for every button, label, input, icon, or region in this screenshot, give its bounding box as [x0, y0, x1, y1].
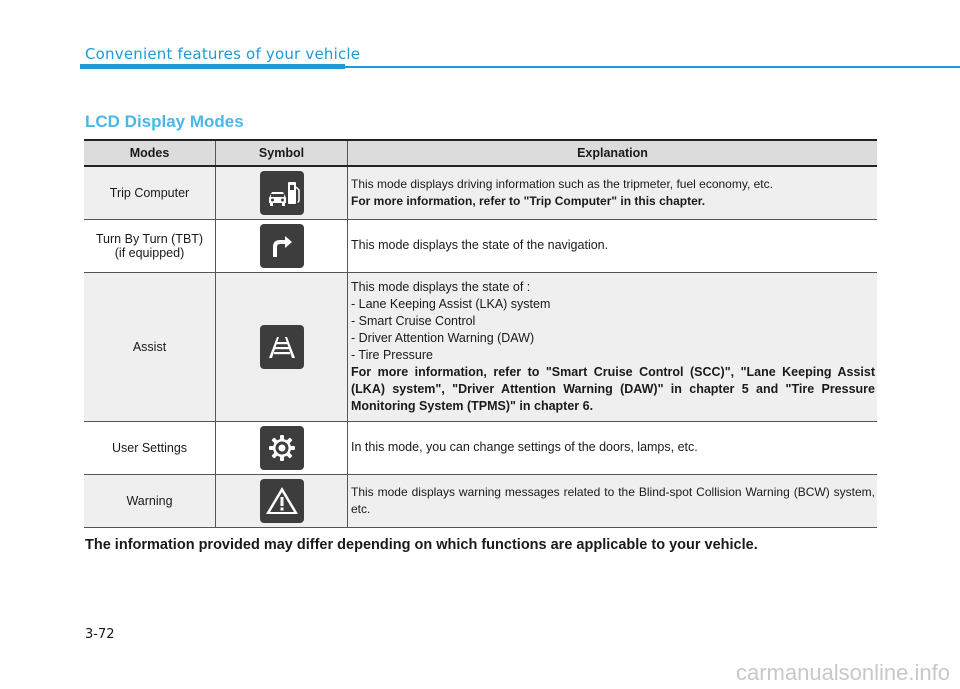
header-title: Convenient features of your vehicle: [85, 45, 361, 63]
symbol-cell: [216, 272, 348, 421]
mode-sublabel: (if equipped): [114, 245, 185, 260]
gear-icon: [260, 426, 304, 470]
mode-cell: [84, 421, 216, 474]
mode-cell: [84, 474, 216, 527]
mode-label: User Settings: [111, 440, 188, 455]
explanation-cell: [348, 166, 878, 219]
column-header-symbol: Symbol: [216, 140, 348, 166]
explanation-line: - Driver Attention Warning (DAW): [351, 330, 535, 345]
mode-label: Warning: [126, 493, 173, 508]
footer-note: The information provided may differ depending on which functions are applicable to your vehicle.: [85, 537, 758, 553]
table-row: [84, 166, 877, 219]
explanation-line: In this mode, you can change settings of the doors, lamps, etc.: [351, 440, 698, 454]
explanation-line: - Lane Keeping Assist (LKA) system: [351, 296, 551, 311]
table-row: [84, 474, 877, 527]
section-title: LCD Display Modes: [85, 112, 244, 131]
lcd-modes-table: [84, 139, 877, 528]
table-row: [84, 421, 877, 474]
explanation-line: This mode displays the state of :: [351, 279, 531, 294]
symbol-cell: [216, 421, 348, 474]
symbol-cell: [216, 166, 348, 219]
column-header-explanation: Explanation: [348, 140, 878, 166]
explanation-line: This mode displays driving information such as the tripmeter, fuel economy, etc.: [351, 176, 773, 191]
trip-computer-icon: [260, 171, 304, 215]
mode-label: Assist: [132, 339, 167, 354]
explanation-line: - Smart Cruise Control: [351, 313, 476, 328]
mode-cell: [84, 272, 216, 421]
mode-label: Turn By Turn (TBT): [95, 231, 204, 246]
header-rule-thin: [345, 66, 960, 68]
turn-arrow-icon: [260, 224, 304, 268]
mode-cell: [84, 166, 216, 219]
column-header-modes: Modes: [84, 140, 216, 166]
explanation-line: - Tire Pressure: [351, 347, 433, 362]
page-number: 3-72: [85, 627, 115, 642]
symbol-cell: [216, 219, 348, 272]
symbol-cell: [216, 474, 348, 527]
mode-label: Trip Computer: [109, 185, 190, 200]
table-row: [84, 272, 877, 421]
explanation-cell: [348, 474, 878, 527]
explanation-reference: For more information, refer to "Trip Computer" in this chapter.: [351, 193, 706, 208]
table-row: [84, 219, 877, 272]
lane-assist-icon: [260, 325, 304, 369]
watermark-text: carmanualsonline.info: [735, 660, 950, 685]
explanation-cell: [348, 219, 878, 272]
explanation-reference: For more information, refer to "Smart Cruise Control (SCC)", "Lane Keeping Assist (LKA) system", "Driver Attention Warning (DAW)" in chapter 5 and "Tire Pressure Monitoring System (TPMS)" in chapter 6.: [351, 364, 875, 413]
explanation-line: This mode displays warning messages related to the Blind-spot Collision Warning (BCW) system, etc.: [351, 484, 875, 516]
table-header-row: [84, 140, 877, 166]
explanation-cell: [348, 421, 878, 474]
explanation-cell: [348, 272, 878, 421]
explanation-line: This mode displays the state of the navigation.: [351, 238, 609, 252]
warning-triangle-icon: [260, 479, 304, 523]
header-rule-thick: [80, 64, 345, 69]
mode-cell: [84, 219, 216, 272]
